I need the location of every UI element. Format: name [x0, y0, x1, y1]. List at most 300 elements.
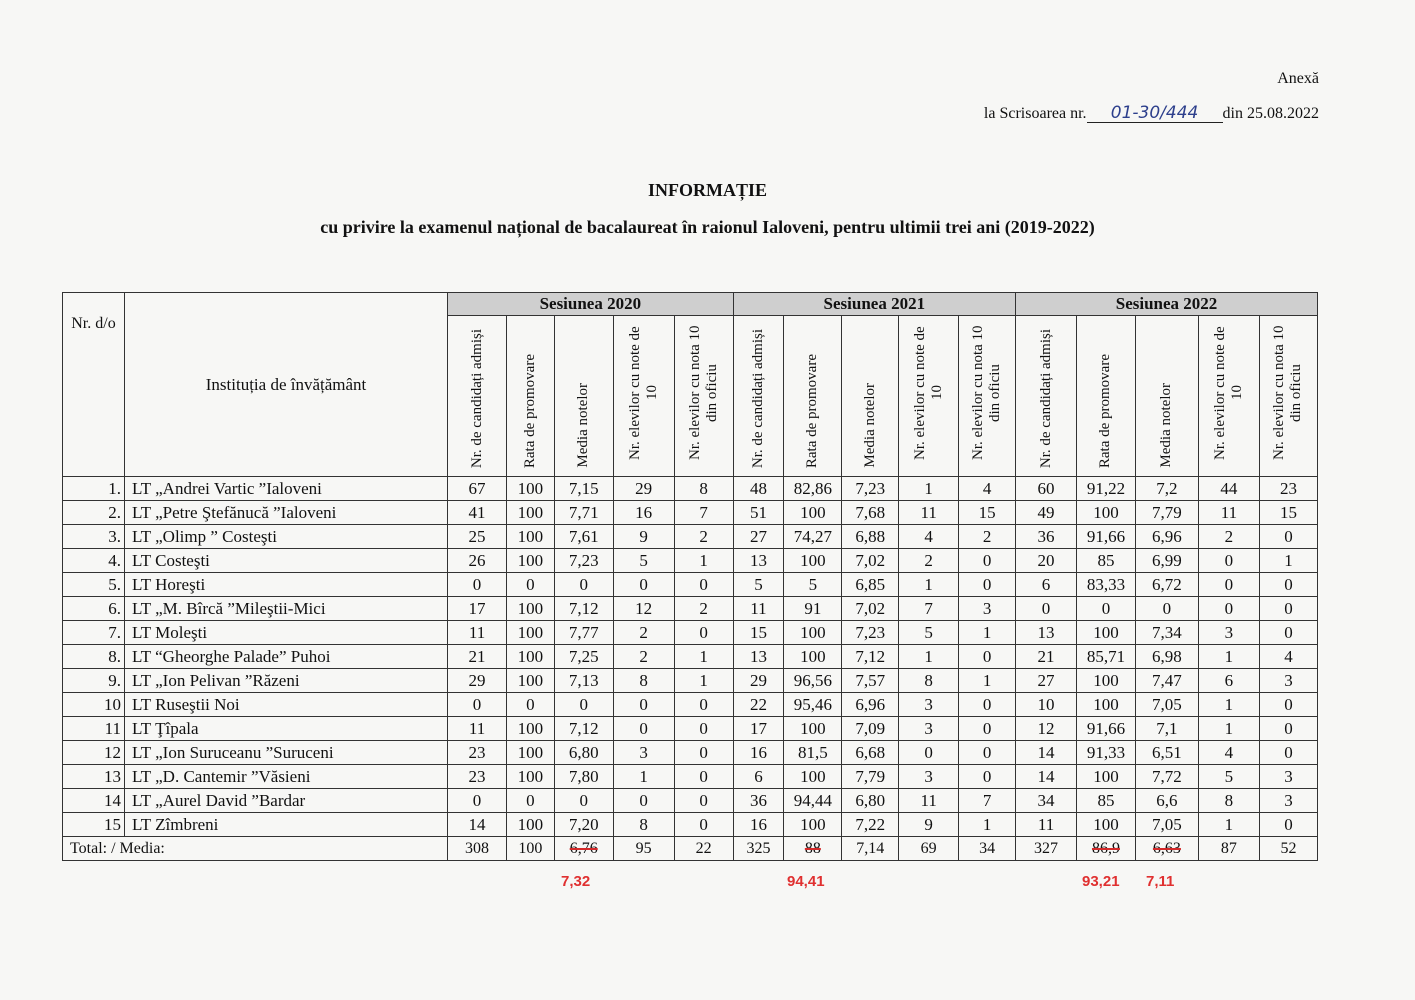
value-cell: 0	[959, 549, 1016, 573]
value-cell: 7,79	[842, 765, 899, 789]
institution-name: LT „Ion Pelivan ”Răzeni	[124, 669, 447, 693]
row-number: 5.	[63, 573, 125, 597]
total-cell	[899, 837, 959, 861]
sub-header-cell	[1198, 316, 1259, 477]
total-cell	[1077, 837, 1136, 861]
value-cell: 1	[1198, 813, 1259, 837]
value-cell: 0	[1259, 813, 1317, 837]
institution-name: LT Zîmbreni	[124, 813, 447, 837]
value-cell: 4	[899, 525, 959, 549]
value-cell: 6	[1016, 573, 1077, 597]
sub-header-cell	[899, 316, 959, 477]
value-cell: 100	[507, 549, 555, 573]
institution-name: LT Moleşti	[124, 621, 447, 645]
table-row	[63, 789, 1318, 813]
value-cell: 5	[733, 573, 784, 597]
value-cell: 0	[1077, 597, 1136, 621]
value-cell: 6,99	[1135, 549, 1198, 573]
sub-header-cell	[613, 316, 674, 477]
session-header-2021: Sesiunea 2021	[733, 293, 1015, 316]
value-cell: 7	[674, 501, 733, 525]
total-cell	[674, 837, 733, 861]
correction-media-2020: 7,32	[561, 873, 591, 890]
value-cell: 11	[448, 621, 507, 645]
value-cell: 23	[448, 741, 507, 765]
value-cell: 0	[613, 717, 674, 741]
correction-rata-2022: 93,21	[1082, 873, 1120, 890]
value-cell: 0	[613, 693, 674, 717]
value-cell: 0	[1259, 525, 1317, 549]
value-cell: 100	[507, 645, 555, 669]
total-value: 95	[635, 840, 652, 857]
value-cell: 21	[1016, 645, 1077, 669]
value-cell: 6	[733, 765, 784, 789]
correction-media-2022: 7,11	[1146, 873, 1175, 890]
value-cell: 0	[959, 741, 1016, 765]
value-cell: 0	[554, 693, 613, 717]
sub-header-label: Media notelor	[861, 383, 878, 468]
value-cell: 0	[448, 693, 507, 717]
value-cell: 11	[1016, 813, 1077, 837]
value-cell: 7,68	[842, 501, 899, 525]
row-number: 1.	[63, 477, 125, 501]
value-cell: 27	[733, 525, 784, 549]
value-cell: 1	[1198, 717, 1259, 741]
value-cell: 3	[613, 741, 674, 765]
value-cell: 1	[959, 813, 1016, 837]
value-cell: 0	[448, 573, 507, 597]
value-cell: 20	[1016, 549, 1077, 573]
value-cell: 7	[899, 597, 959, 621]
value-cell: 11	[733, 597, 784, 621]
value-cell: 0	[674, 741, 733, 765]
value-cell: 3	[1259, 765, 1317, 789]
value-cell: 85	[1077, 789, 1136, 813]
value-cell: 1	[674, 549, 733, 573]
value-cell: 1	[674, 645, 733, 669]
sub-header-label: Nr. de candidați admiși	[749, 328, 766, 468]
value-cell: 91	[784, 597, 842, 621]
value-cell: 0	[1135, 597, 1198, 621]
letter-prefix: la Scrisoarea nr.	[983, 105, 1087, 122]
total-cell	[1259, 837, 1317, 861]
total-cell	[1135, 837, 1198, 861]
row-number: 14	[63, 789, 125, 813]
sub-header-cell	[1016, 316, 1077, 477]
table-row	[63, 765, 1318, 789]
value-cell: 6,68	[842, 741, 899, 765]
value-cell: 3	[899, 693, 959, 717]
value-cell: 51	[733, 501, 784, 525]
value-cell: 11	[1198, 501, 1259, 525]
value-cell: 100	[507, 501, 555, 525]
value-cell: 100	[507, 669, 555, 693]
value-cell: 17	[733, 717, 784, 741]
institution-name: LT “Gheorghe Palade” Puhoi	[124, 645, 447, 669]
value-cell: 0	[674, 693, 733, 717]
value-cell: 15	[733, 621, 784, 645]
value-cell: 41	[448, 501, 507, 525]
value-cell: 13	[733, 645, 784, 669]
institution-name: LT „Aurel David ”Bardar	[124, 789, 447, 813]
value-cell: 0	[674, 813, 733, 837]
value-cell: 7,15	[554, 477, 613, 501]
value-cell: 13	[733, 549, 784, 573]
value-cell: 100	[507, 813, 555, 837]
table-row	[63, 477, 1318, 501]
total-value: 100	[518, 840, 543, 857]
value-cell: 34	[1016, 789, 1077, 813]
value-cell: 7,20	[554, 813, 613, 837]
table-row	[63, 693, 1318, 717]
total-value: 7,14	[856, 840, 885, 857]
value-cell: 100	[507, 765, 555, 789]
value-cell: 2	[613, 621, 674, 645]
value-cell: 6,80	[554, 741, 613, 765]
value-cell: 6,80	[842, 789, 899, 813]
value-cell: 82,86	[784, 477, 842, 501]
row-number: 9.	[63, 669, 125, 693]
value-cell: 11	[899, 501, 959, 525]
total-cell	[1016, 837, 1077, 861]
value-cell: 7,12	[554, 717, 613, 741]
value-cell: 0	[1198, 597, 1259, 621]
value-cell: 0	[959, 765, 1016, 789]
value-cell: 7,09	[842, 717, 899, 741]
annex-label: Anexă	[1277, 70, 1319, 87]
value-cell: 7,77	[554, 621, 613, 645]
row-number: 6.	[63, 597, 125, 621]
sub-header-cell	[784, 316, 842, 477]
value-cell: 100	[784, 765, 842, 789]
value-cell: 7,61	[554, 525, 613, 549]
value-cell: 7,02	[842, 597, 899, 621]
row-number: 4.	[63, 549, 125, 573]
value-cell: 6,72	[1135, 573, 1198, 597]
value-cell: 7,05	[1135, 693, 1198, 717]
value-cell: 6,96	[842, 693, 899, 717]
value-cell: 44	[1198, 477, 1259, 501]
total-value: 308	[465, 840, 490, 857]
value-cell: 0	[674, 717, 733, 741]
row-number: 2.	[63, 501, 125, 525]
value-cell: 100	[507, 621, 555, 645]
value-cell: 91,66	[1077, 525, 1136, 549]
table-row	[63, 573, 1318, 597]
sub-header-cell	[507, 316, 555, 477]
sub-header-label: Nr. elevilor cu nota 10 din oficiu	[970, 325, 1004, 461]
value-cell: 13	[1016, 621, 1077, 645]
sub-header-label: Nr. elevilor cu nota 10 din oficiu	[686, 325, 720, 461]
results-table	[62, 292, 1318, 861]
value-cell: 100	[1077, 693, 1136, 717]
value-cell: 6,96	[1135, 525, 1198, 549]
value-cell: 27	[1016, 669, 1077, 693]
sub-header-label: Nr. elevilor cu nota 10 din oficiu	[1271, 325, 1305, 461]
institution-name: LT „D. Cantemir ”Văsieni	[124, 765, 447, 789]
value-cell: 0	[674, 573, 733, 597]
sub-header-label: Nr. elevilor cu note de 10	[626, 326, 660, 460]
value-cell: 100	[1077, 813, 1136, 837]
value-cell: 91,33	[1077, 741, 1136, 765]
institution-name: LT Costeşti	[124, 549, 447, 573]
value-cell: 15	[1259, 501, 1317, 525]
value-cell: 7,12	[842, 645, 899, 669]
sub-header-label: Nr. de candidați admiși	[468, 328, 485, 468]
value-cell: 6,51	[1135, 741, 1198, 765]
value-cell: 16	[733, 741, 784, 765]
total-cell	[959, 837, 1016, 861]
value-cell: 16	[613, 501, 674, 525]
value-cell: 1	[899, 645, 959, 669]
sub-header-label: Nr. elevilor cu note de 10	[1211, 326, 1245, 460]
col-header-institution: Instituția de învățământ	[124, 293, 447, 477]
value-cell: 60	[1016, 477, 1077, 501]
institution-name: LT „Olimp ” Costeşti	[124, 525, 447, 549]
value-cell: 7,12	[554, 597, 613, 621]
value-cell: 5	[1198, 765, 1259, 789]
value-cell: 1	[1198, 645, 1259, 669]
value-cell: 5	[613, 549, 674, 573]
institution-name: LT Horeşti	[124, 573, 447, 597]
value-cell: 7,22	[842, 813, 899, 837]
value-cell: 8	[1198, 789, 1259, 813]
value-cell: 100	[507, 741, 555, 765]
total-cell	[842, 837, 899, 861]
table-body	[63, 477, 1318, 861]
total-cell	[613, 837, 674, 861]
sub-header-label: Rata de promovare	[804, 353, 821, 468]
sub-header-cell	[448, 316, 507, 477]
value-cell: 16	[733, 813, 784, 837]
table-row	[63, 501, 1318, 525]
value-cell: 14	[448, 813, 507, 837]
value-cell: 4	[959, 477, 1016, 501]
row-number: 11	[63, 717, 125, 741]
value-cell: 23	[1259, 477, 1317, 501]
value-cell: 2	[613, 645, 674, 669]
value-cell: 26	[448, 549, 507, 573]
value-cell: 100	[1077, 621, 1136, 645]
value-cell: 100	[507, 597, 555, 621]
total-label: Total: / Media:	[63, 837, 448, 861]
total-value: 22	[695, 840, 712, 857]
table-row	[63, 813, 1318, 837]
value-cell: 2	[674, 525, 733, 549]
value-cell: 7,23	[554, 549, 613, 573]
row-number: 13	[63, 765, 125, 789]
total-value: 327	[1034, 840, 1059, 857]
value-cell: 23	[448, 765, 507, 789]
letter-reference	[984, 104, 1319, 123]
sub-header-cell	[674, 316, 733, 477]
struck-value: 6,76	[569, 840, 598, 857]
table-row	[63, 669, 1318, 693]
table-row	[63, 597, 1318, 621]
session-header-2022: Sesiunea 2022	[1016, 293, 1318, 316]
value-cell: 1	[1198, 693, 1259, 717]
value-cell: 0	[959, 717, 1016, 741]
table-row	[63, 645, 1318, 669]
value-cell: 0	[959, 573, 1016, 597]
value-cell: 7,47	[1135, 669, 1198, 693]
value-cell: 6,85	[842, 573, 899, 597]
value-cell: 3	[959, 597, 1016, 621]
value-cell: 36	[733, 789, 784, 813]
value-cell: 49	[1016, 501, 1077, 525]
value-cell: 1	[674, 669, 733, 693]
value-cell: 81,5	[784, 741, 842, 765]
value-cell: 9	[899, 813, 959, 837]
institution-name: LT „M. Bîrcă ”Mileştii-Mici	[124, 597, 447, 621]
row-number: 8.	[63, 645, 125, 669]
value-cell: 22	[733, 693, 784, 717]
total-value: 34	[979, 840, 996, 857]
value-cell: 8	[674, 477, 733, 501]
value-cell: 100	[507, 477, 555, 501]
value-cell: 5	[784, 573, 842, 597]
value-cell: 6,98	[1135, 645, 1198, 669]
value-cell: 100	[784, 501, 842, 525]
value-cell: 0	[448, 789, 507, 813]
value-cell: 7,25	[554, 645, 613, 669]
value-cell: 6,88	[842, 525, 899, 549]
value-cell: 11	[448, 717, 507, 741]
value-cell: 3	[1198, 621, 1259, 645]
table-row	[63, 717, 1318, 741]
table-row	[63, 621, 1318, 645]
value-cell: 0	[507, 573, 555, 597]
value-cell: 0	[507, 789, 555, 813]
value-cell: 94,44	[784, 789, 842, 813]
value-cell: 0	[613, 573, 674, 597]
value-cell: 7,79	[1135, 501, 1198, 525]
value-cell: 0	[959, 693, 1016, 717]
col-header-nr: Nr. d/o	[63, 293, 125, 477]
struck-value: 86,9	[1091, 840, 1120, 857]
value-cell: 36	[1016, 525, 1077, 549]
value-cell: 2	[674, 597, 733, 621]
value-cell: 25	[448, 525, 507, 549]
value-cell: 29	[448, 669, 507, 693]
value-cell: 7	[959, 789, 1016, 813]
value-cell: 0	[1198, 573, 1259, 597]
value-cell: 7,13	[554, 669, 613, 693]
institution-name: LT „Ion Suruceanu ”Suruceni	[124, 741, 447, 765]
struck-value: 88	[804, 840, 821, 857]
value-cell: 95,46	[784, 693, 842, 717]
value-cell: 1	[1259, 549, 1317, 573]
letter-number: 01-30/444	[1087, 104, 1223, 123]
value-cell: 5	[899, 621, 959, 645]
value-cell: 7,57	[842, 669, 899, 693]
value-cell: 1	[899, 477, 959, 501]
institution-name: LT Ruseştii Noi	[124, 693, 447, 717]
institution-name: LT Ţîpala	[124, 717, 447, 741]
value-cell: 0	[899, 741, 959, 765]
value-cell: 0	[1259, 597, 1317, 621]
value-cell: 91,22	[1077, 477, 1136, 501]
value-cell: 85	[1077, 549, 1136, 573]
value-cell: 100	[507, 717, 555, 741]
total-cell	[733, 837, 784, 861]
value-cell: 7,71	[554, 501, 613, 525]
value-cell: 2	[1198, 525, 1259, 549]
value-cell: 4	[1259, 645, 1317, 669]
value-cell: 21	[448, 645, 507, 669]
value-cell: 67	[448, 477, 507, 501]
value-cell: 7,23	[842, 477, 899, 501]
value-cell: 0	[674, 621, 733, 645]
value-cell: 100	[784, 645, 842, 669]
value-cell: 8	[613, 813, 674, 837]
total-value: 325	[746, 840, 771, 857]
value-cell: 74,27	[784, 525, 842, 549]
value-cell: 1	[959, 621, 1016, 645]
value-cell: 6,6	[1135, 789, 1198, 813]
value-cell: 91,66	[1077, 717, 1136, 741]
total-value: 69	[920, 840, 937, 857]
struck-value: 6,63	[1152, 840, 1181, 857]
value-cell: 14	[1016, 765, 1077, 789]
value-cell: 2	[959, 525, 1016, 549]
sub-header-cell	[1259, 316, 1317, 477]
value-cell: 29	[613, 477, 674, 501]
value-cell: 9	[613, 525, 674, 549]
row-number: 7.	[63, 621, 125, 645]
value-cell: 3	[899, 717, 959, 741]
value-cell: 11	[899, 789, 959, 813]
value-cell: 7,2	[1135, 477, 1198, 501]
value-cell: 100	[1077, 765, 1136, 789]
total-value: 87	[1220, 840, 1237, 857]
value-cell: 85,71	[1077, 645, 1136, 669]
value-cell: 17	[448, 597, 507, 621]
row-number: 3.	[63, 525, 125, 549]
sub-header-cell	[733, 316, 784, 477]
total-value: 52	[1280, 840, 1297, 857]
total-cell	[448, 837, 507, 861]
value-cell: 12	[613, 597, 674, 621]
value-cell: 100	[507, 525, 555, 549]
row-number: 12	[63, 741, 125, 765]
table-row	[63, 525, 1318, 549]
letter-date: din 25.08.2022	[1222, 105, 1319, 122]
value-cell: 0	[554, 573, 613, 597]
value-cell: 100	[784, 549, 842, 573]
value-cell: 7,34	[1135, 621, 1198, 645]
value-cell: 1	[959, 669, 1016, 693]
value-cell: 12	[1016, 717, 1077, 741]
total-cell	[1198, 837, 1259, 861]
sub-header-cell	[842, 316, 899, 477]
value-cell: 0	[507, 693, 555, 717]
value-cell: 100	[784, 717, 842, 741]
value-cell: 1	[899, 573, 959, 597]
institution-name: LT „Andrei Vartic ”Ialoveni	[124, 477, 447, 501]
value-cell: 0	[1198, 549, 1259, 573]
value-cell: 8	[899, 669, 959, 693]
total-row	[63, 837, 1318, 861]
session-header-2020: Sesiunea 2020	[448, 293, 734, 316]
sub-header-label: Media notelor	[1158, 383, 1175, 468]
document-subtitle: cu privire la examenul național de bacalaureat în raionul Ialoveni, pentru ultimii trei ani (2019-2022)	[320, 217, 1095, 237]
value-cell: 0	[674, 789, 733, 813]
sub-header-cell	[1135, 316, 1198, 477]
value-cell: 4	[1198, 741, 1259, 765]
sub-header-label: Rata de promovare	[1097, 353, 1114, 468]
value-cell: 100	[784, 621, 842, 645]
